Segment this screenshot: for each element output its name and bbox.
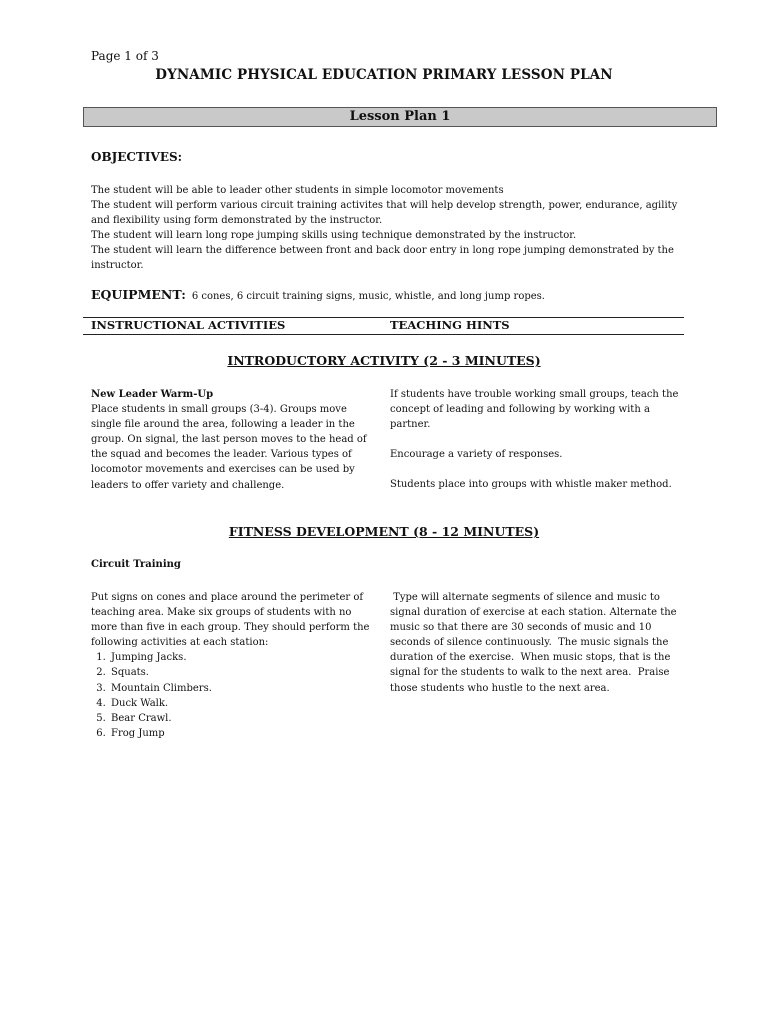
circuit-training-heading: Circuit Training — [91, 559, 181, 570]
page-number: Page 1 of 3 — [91, 49, 159, 63]
teaching-hint: Students place into groups with whistle maker method. — [390, 479, 672, 491]
objective-item: The student will learn long rope jumping skills using technique demonstrated by the instructor. — [91, 230, 577, 242]
fitness-development-title: FITNESS DEVELOPMENT (8 - 12 MINUTES) — [228, 524, 540, 539]
station-item: 1. Jumping Jacks. — [109, 650, 376, 665]
fitness-teaching-hints — [390, 590, 680, 696]
activity-description: Put signs on cones and place around the perimeter of teaching area. Make six groups of students with no more than five in each group. They should perform the following activities at each station: — [91, 592, 370, 649]
equipment-label: EQUIPMENT: — [91, 287, 186, 302]
teaching-hint: If students have trouble working small groups, teach the concept of leading and following by working with a partner. — [390, 389, 679, 431]
equipment-line — [91, 287, 545, 302]
station-list — [91, 650, 376, 741]
divider-bottom — [83, 334, 684, 335]
objective-item: The student will be able to leader other students in simple locomotor movements — [91, 185, 504, 196]
column-heading-hints: TEACHING HINTS — [390, 318, 510, 332]
introductory-teaching-hints — [390, 387, 685, 492]
station-item: 3. Mountain Climbers. — [109, 681, 376, 696]
fitness-activity-description — [91, 590, 376, 741]
introductory-activity-description — [91, 387, 371, 493]
station-item: 5. Bear Crawl. — [109, 711, 376, 726]
objective-item: The student will learn the difference between front and back door entry in long rope jumping demonstrated by the instructor. — [91, 245, 674, 272]
equipment-text: 6 cones, 6 circuit training signs, music, whistle, and long jump ropes. — [191, 291, 545, 302]
activity-description: Place students in small groups (3-4). Groups move single file around the area, following a leader in the group. On signal, the last person moves to the head of the squad and becomes the leader. Various types of locomotor movements and exercises can be used by leaders to offer variety and challenge. — [91, 404, 367, 491]
station-item: 2. Squats. — [109, 665, 376, 680]
teaching-hint: Encourage a variety of responses. — [390, 449, 563, 461]
objective-item: The student will perform various circuit training activites that will help develop strength, power, endurance, agility and flexibility using form demonstrated by the instructor. — [91, 200, 678, 227]
station-item: 4. Duck Walk. — [109, 696, 376, 711]
document-title: DYNAMIC PHYSICAL EDUCATION PRIMARY LESSON PLAN — [155, 67, 613, 83]
objectives-list — [91, 183, 696, 274]
objectives-heading: OBJECTIVES: — [91, 150, 183, 164]
new-leader-warmup-heading: New Leader Warm-Up — [91, 389, 214, 400]
introductory-activity-title: INTRODUCTORY ACTIVITY (2 - 3 MINUTES) — [227, 353, 541, 368]
station-item: 6. Frog Jump — [109, 726, 376, 741]
teaching-hint: Type will alternate segments of silence and music to signal duration of exercise at each station. Alternate the music so that there are 30 seconds of music and 10 seconds of silence continuously. The music signals the duration of the exercise. When music stops, that is the signal for the students to walk to the next area. Praise those students who hustle to the next area. — [390, 592, 680, 694]
lesson-plan-banner: Lesson Plan 1 — [83, 107, 717, 127]
column-heading-activities: INSTRUCTIONAL ACTIVITIES — [91, 318, 286, 332]
